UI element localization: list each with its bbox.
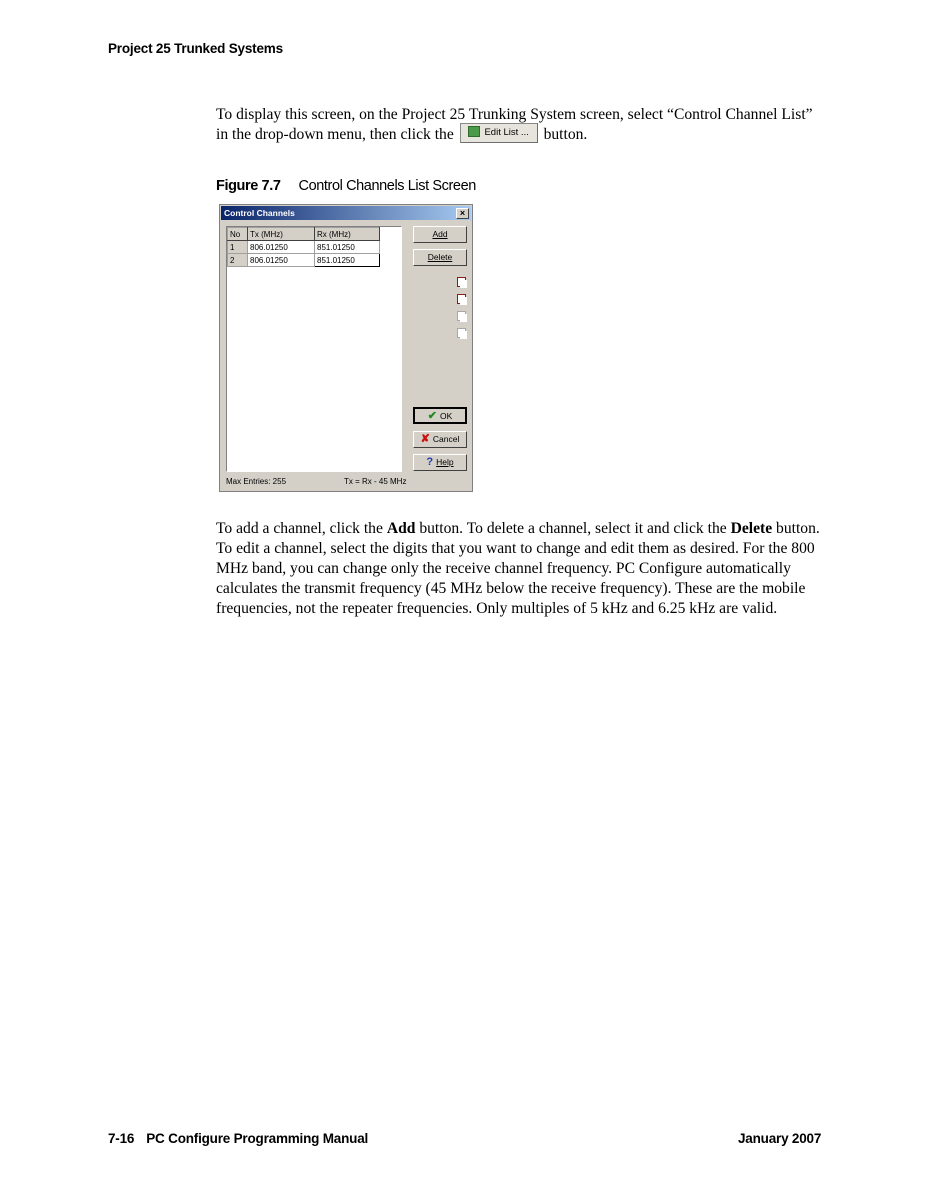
delete-button[interactable]: Delete <box>413 249 467 266</box>
edit-list-button-image <box>460 123 538 143</box>
row-number[interactable]: 1 <box>228 241 248 254</box>
figure-number: Figure 7.7 <box>216 178 281 194</box>
manual-title: PC Configure Programming Manual <box>146 1131 369 1146</box>
page-header: Project 25 Trunked Systems <box>108 41 283 56</box>
row-number[interactable]: 2 <box>228 254 248 267</box>
table-row[interactable] <box>228 254 380 267</box>
tx-cell[interactable]: 806.01250 <box>248 254 315 267</box>
para-bold-delete: Delete <box>730 520 773 537</box>
intro-text-end: button. <box>543 126 588 143</box>
max-entries-text: Max Entries: 255 <box>226 477 287 486</box>
dialog-titlebar <box>221 206 471 220</box>
list-icon <box>468 126 480 137</box>
ok-button[interactable] <box>413 407 467 424</box>
footer-date: January 2007 <box>738 1131 822 1146</box>
page-footer-left <box>108 1131 368 1146</box>
rx-cell[interactable]: 851.01250 <box>315 241 380 254</box>
column-header-no[interactable]: No <box>228 228 248 241</box>
tx-rx-note: Tx = Rx - 45 MHz <box>344 477 407 486</box>
para-bold-add: Add <box>386 520 416 537</box>
rx-cell-editing[interactable]: 851.01250 <box>315 254 380 267</box>
intro-paragraph <box>216 105 820 145</box>
cancel-button[interactable] <box>413 431 467 448</box>
paste-icon[interactable] <box>457 311 466 321</box>
add-button[interactable]: Add <box>413 226 467 243</box>
control-channels-dialog <box>219 204 473 492</box>
instructions-paragraph <box>216 519 820 619</box>
tx-cell[interactable]: 806.01250 <box>248 241 315 254</box>
status-bar <box>226 477 466 486</box>
column-header-rx[interactable]: Rx (MHz) <box>315 228 380 241</box>
cross-icon: ✘ <box>420 433 430 445</box>
close-button[interactable]: × <box>456 208 469 219</box>
para-text-2: button. To delete a channel, select it and click the <box>415 520 731 537</box>
para-text-1: To add a channel, click the <box>216 520 387 537</box>
ok-label: OK <box>439 411 453 421</box>
para-text-3: button. To edit a channel, select the digits that you want to change and edit them as desired. For the 800 MHz band, you can change only the receive channel frequency. PC Configure automatically calculates the transmit frequency (45 MHz below the receive frequency). These are the mobile frequencies, not the repeater frequencies. Only multiples of 5 kHz and 6.25 kHz are valid. <box>216 520 820 617</box>
paste-icon[interactable] <box>457 328 466 338</box>
grid-header-row <box>228 228 380 241</box>
figure-caption <box>216 178 476 194</box>
copy-icon[interactable] <box>457 294 466 304</box>
channels-grid[interactable] <box>226 226 402 472</box>
question-icon: ? <box>426 456 434 468</box>
edit-list-label: Edit List ... <box>484 127 529 139</box>
help-label: Help <box>436 457 454 467</box>
page-number: 7-16 <box>108 1131 135 1146</box>
cancel-label: Cancel <box>432 434 460 444</box>
figure-title: Control Channels List Screen <box>298 178 476 194</box>
intro-text: To display this screen, on the Project 25 Trunking System screen, select “Control Channel List” in the drop-down menu, then click the <box>216 106 813 143</box>
check-icon: ✔ <box>427 410 437 422</box>
table-row[interactable] <box>228 241 380 254</box>
column-header-tx[interactable]: Tx (MHz) <box>248 228 315 241</box>
help-button[interactable] <box>413 454 467 471</box>
dialog-title: Control Channels <box>224 208 295 218</box>
copy-icon[interactable] <box>457 277 466 287</box>
